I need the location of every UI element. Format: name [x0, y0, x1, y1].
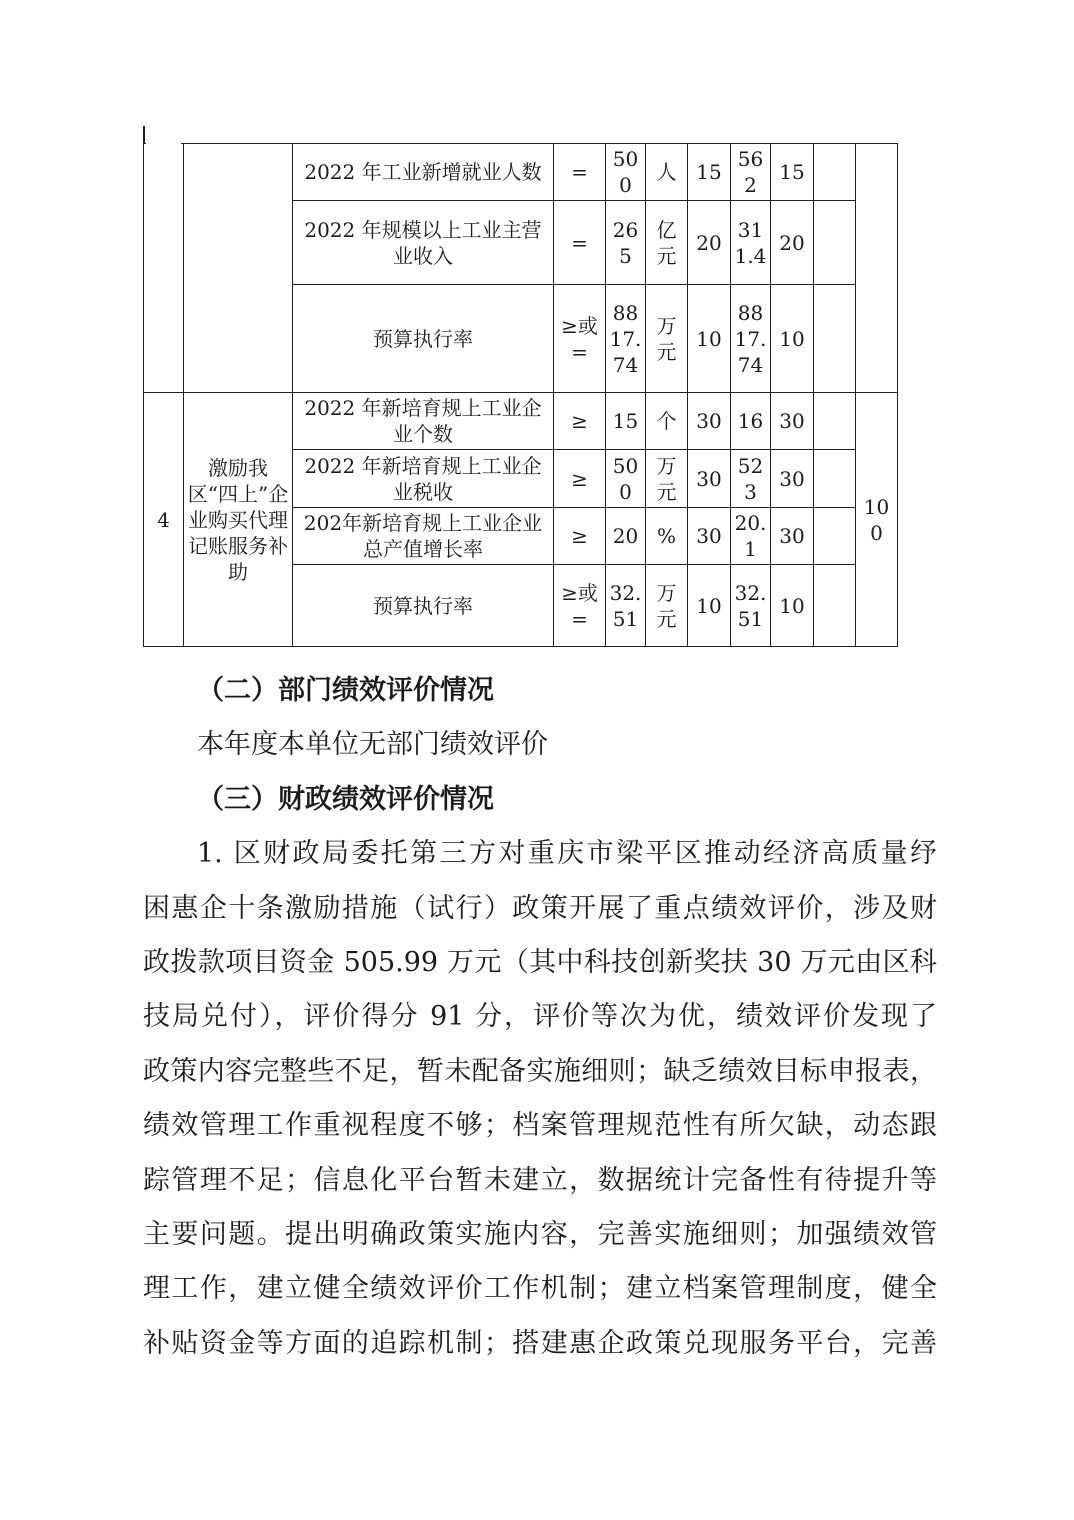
cell-note: [814, 393, 856, 450]
indicator-table-grid: [143, 143, 898, 647]
section-note-line: 本年度本单位无部门绩效评价: [197, 729, 548, 761]
cell-compare-op: ≥: [554, 508, 606, 565]
cell-unit: 个: [646, 393, 688, 450]
table-row: [144, 144, 898, 201]
table-top-border-gap: [146, 140, 181, 146]
section-heading-3: （三）财政绩效评价情况: [197, 783, 494, 815]
cell-score: 10: [771, 285, 814, 393]
paragraph-line: 1. 区财政局委托第三方对重庆市梁平区推动经济高质量纾: [197, 838, 937, 870]
cell-unit: 亿元: [646, 201, 688, 285]
cell-indicator-name: 202年新培育规上工业企业总产值增长率: [293, 508, 554, 565]
cell-compare-op: =: [554, 144, 606, 201]
cell-indicator-name: 2022 年新培育规上工业企业税收: [293, 450, 554, 508]
cell-target-value: 20: [606, 508, 646, 565]
cell-note: [814, 285, 856, 393]
cell-target-value: 15: [606, 393, 646, 450]
section-heading-2: （二）部门绩效评价情况: [197, 675, 494, 706]
paragraph-line: 绩效管理工作重视程度不够；档案管理规范性有所欠缺，动态跟: [143, 1110, 937, 1142]
cell-note: [814, 201, 856, 285]
cell-project-name: [184, 144, 293, 393]
cell-note: [814, 450, 856, 508]
cell-weight: 30: [688, 450, 731, 508]
cell-actual-value: 562: [731, 144, 771, 201]
cell-actual-value: 8817.74: [731, 285, 771, 393]
paragraph-line: 主要问题。提出明确政策实施内容，完善实施细则；加强绩效管: [143, 1218, 937, 1250]
cell-project-name: 激励我区“四上”企业购买代理记账服务补助: [184, 393, 293, 647]
cell-note: [814, 144, 856, 201]
cell-serial: [144, 144, 184, 393]
cell-unit: 万元: [646, 450, 688, 508]
cell-target-value: 500: [606, 450, 646, 508]
cell-unit: %: [646, 508, 688, 565]
body-text: [143, 664, 937, 1371]
paragraph-line: 困惠企十条激励措施（试行）政策开展了重点绩效评价，涉及财: [143, 892, 937, 924]
cell-total-score: 100: [856, 393, 898, 647]
cell-total-score: [856, 144, 898, 393]
cell-target-value: 32.51: [606, 565, 646, 647]
paragraph-line: 补贴资金等方面的追踪机制；搭建惠企政策兑现服务平台，完善: [143, 1327, 937, 1359]
cell-indicator-name: 预算执行率: [293, 285, 554, 393]
cell-unit: 人: [646, 144, 688, 201]
cell-score: 30: [771, 393, 814, 450]
cell-compare-op: ≥: [554, 393, 606, 450]
cell-target-value: 500: [606, 144, 646, 201]
cell-target-value: 8817.74: [606, 285, 646, 393]
cell-indicator-name: 2022 年新培育规上工业企业个数: [293, 393, 554, 450]
cell-unit: 万元: [646, 565, 688, 647]
cell-weight: 15: [688, 144, 731, 201]
cell-weight: 10: [688, 285, 731, 393]
cell-score: 10: [771, 565, 814, 647]
cell-actual-value: 523: [731, 450, 771, 508]
cell-weight: 30: [688, 508, 731, 565]
cell-actual-value: 16: [731, 393, 771, 450]
paragraph-line: 理工作，建立健全绩效评价工作机制；建立档案管理制度，健全: [143, 1273, 937, 1305]
performance-indicator-table: [143, 143, 898, 647]
cell-actual-value: 32.51: [731, 565, 771, 647]
cell-indicator-name: 2022 年工业新增就业人数: [293, 144, 554, 201]
cell-indicator-name: 预算执行率: [293, 565, 554, 647]
cell-compare-op: =: [554, 201, 606, 285]
paragraph-line: 政拨款项目资金 505.99 万元（其中科技创新奖扶 30 万元由区科: [143, 946, 937, 978]
cell-note: [814, 565, 856, 647]
cell-score: 30: [771, 450, 814, 508]
cell-compare-op: ≥: [554, 450, 606, 508]
paragraph-line: 政策内容完整些不足，暂未配备实施细则；缺乏绩效目标申报表，: [143, 1055, 937, 1087]
cell-compare-op: ≥或=: [554, 285, 606, 393]
cell-score: 30: [771, 508, 814, 565]
cell-target-value: 265: [606, 201, 646, 285]
cell-unit: 万元: [646, 285, 688, 393]
cell-actual-value: 311.4: [731, 201, 771, 285]
table-row: [144, 393, 898, 450]
cell-note: [814, 508, 856, 565]
cell-score: 15: [771, 144, 814, 201]
table-left-border-tick: [143, 126, 145, 144]
paragraph-line: 技局兑付），评价得分 91 分，评价等次为优，绩效评价发现了: [143, 1001, 937, 1033]
paragraph-line: 踪管理不足；信息化平台暂未建立，数据统计完备性有待提升等: [143, 1164, 937, 1196]
cell-weight: 10: [688, 565, 731, 647]
cell-weight: 20: [688, 201, 731, 285]
cell-serial: 4: [144, 393, 184, 647]
cell-actual-value: 20.1: [731, 508, 771, 565]
cell-compare-op: ≥或=: [554, 565, 606, 647]
cell-indicator-name: 2022 年规模以上工业主营业收入: [293, 201, 554, 285]
cell-score: 20: [771, 201, 814, 285]
cell-weight: 30: [688, 393, 731, 450]
